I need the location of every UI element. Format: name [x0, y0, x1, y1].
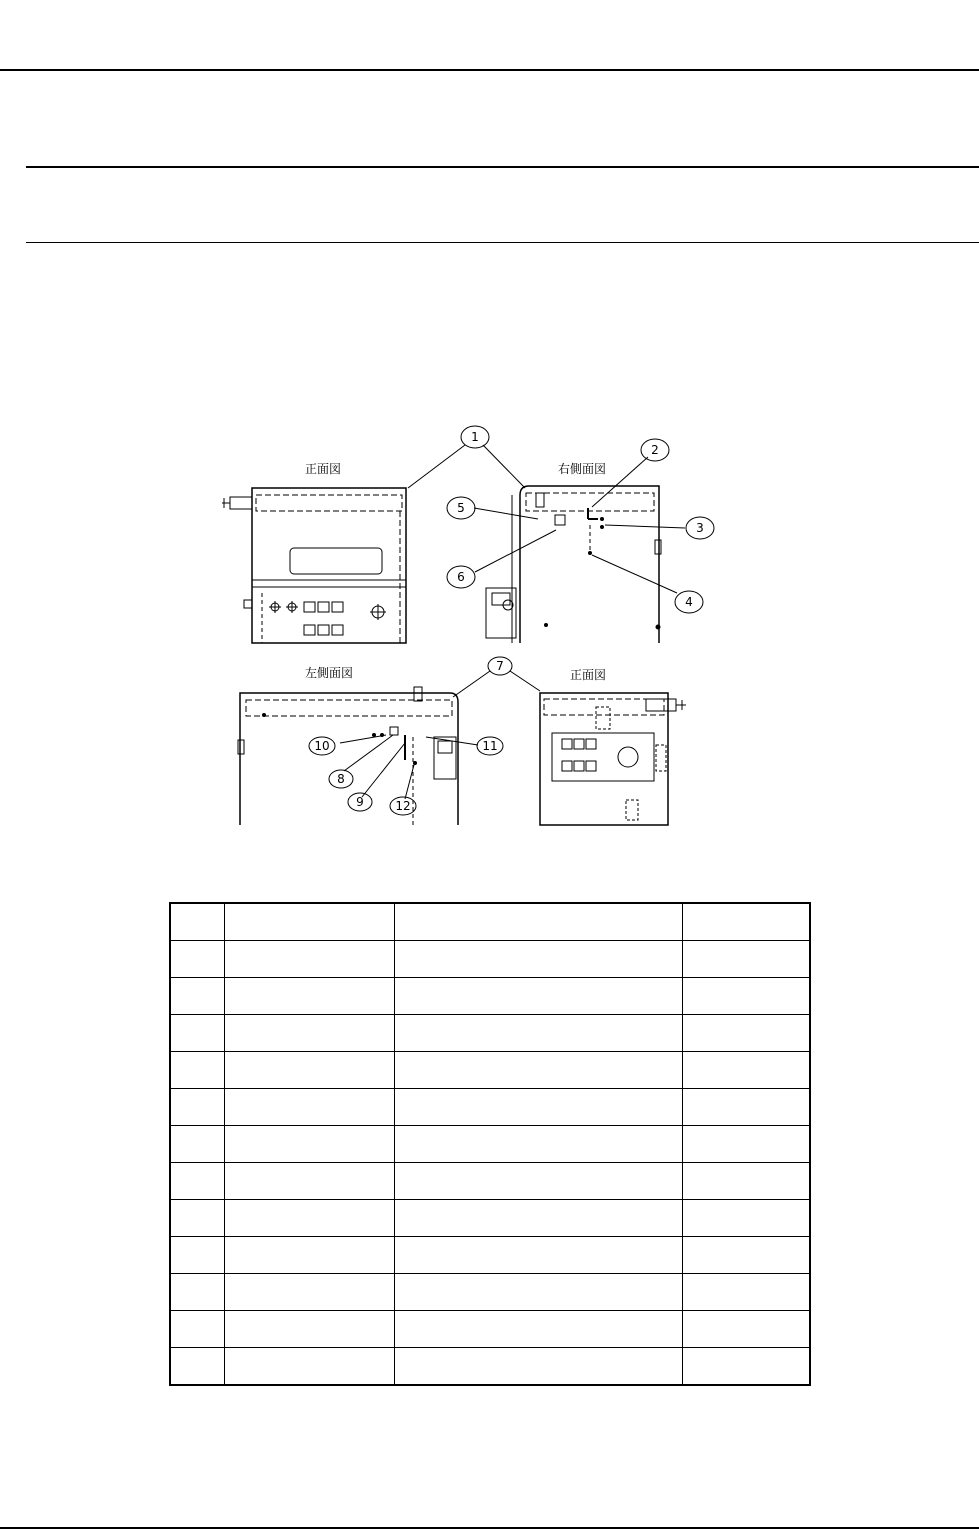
section-top-rule: [26, 166, 979, 168]
front-view-top: [222, 462, 406, 643]
table-cell: [224, 1200, 394, 1237]
table-row: [170, 903, 810, 941]
view-label-right-side: 右側面図: [558, 462, 607, 476]
table-cell: [394, 1311, 682, 1348]
table-row: [170, 1348, 810, 1386]
table-cell: [224, 1348, 394, 1386]
table-cell: [170, 1163, 224, 1200]
svg-text:5: 5: [457, 501, 465, 515]
table-cell: [170, 1237, 224, 1274]
callout-3: [686, 517, 714, 539]
section-bottom-rule: [26, 242, 979, 243]
svg-text:9: 9: [356, 795, 364, 809]
callout-11: [477, 737, 503, 755]
table-cell: [394, 1126, 682, 1163]
table-cell: [170, 1052, 224, 1089]
svg-text:12: 12: [395, 799, 411, 813]
callout-10: [309, 737, 335, 755]
view-label-front-top: 正面図: [305, 462, 342, 476]
table-cell: [682, 1163, 810, 1200]
table-cell: [682, 1311, 810, 1348]
table-cell: [224, 1311, 394, 1348]
table-cell: [224, 1274, 394, 1311]
table-cell: [394, 1015, 682, 1052]
equipment-drawing: [200, 415, 720, 835]
table-cell: [224, 1126, 394, 1163]
front-view-bottom: [540, 668, 686, 825]
table-cell: [170, 1126, 224, 1163]
table-cell: [394, 1163, 682, 1200]
table-cell: [170, 941, 224, 978]
table-cell: [224, 903, 394, 941]
svg-text:3: 3: [696, 521, 704, 535]
table-row: [170, 941, 810, 978]
table-cell: [394, 941, 682, 978]
table-row: [170, 1052, 810, 1089]
table-cell: [224, 1015, 394, 1052]
table-cell: [682, 941, 810, 978]
svg-text:4: 4: [685, 595, 693, 609]
table-cell: [170, 1200, 224, 1237]
table-row: [170, 1163, 810, 1200]
table-cell: [682, 1015, 810, 1052]
table-cell: [682, 1274, 810, 1311]
table-cell: [682, 978, 810, 1015]
table-cell: [394, 1052, 682, 1089]
parts-table-body: [170, 903, 810, 1385]
header-top-rule: [0, 69, 979, 71]
table-cell: [682, 1126, 810, 1163]
table-cell: [224, 1163, 394, 1200]
callout-5: [447, 497, 475, 519]
table-row: [170, 1015, 810, 1052]
callout-9: [348, 793, 372, 811]
callout-4: [675, 591, 703, 613]
svg-text:7: 7: [496, 659, 504, 673]
table-cell: [394, 1237, 682, 1274]
table-cell: [682, 903, 810, 941]
table-cell: [394, 1348, 682, 1386]
callout-7: [488, 657, 512, 675]
callout-12: [390, 797, 416, 815]
table-cell: [170, 1274, 224, 1311]
table-cell: [170, 1348, 224, 1386]
table-cell: [394, 978, 682, 1015]
callout-6: [447, 566, 475, 588]
svg-text:6: 6: [457, 570, 465, 584]
view-label-front-bottom: 正面図: [570, 668, 607, 682]
table-row: [170, 1237, 810, 1274]
table-cell: [224, 978, 394, 1015]
table-cell: [224, 1237, 394, 1274]
table-cell: [394, 903, 682, 941]
table-cell: [682, 1052, 810, 1089]
table-cell: [682, 1348, 810, 1386]
table-row: [170, 1126, 810, 1163]
table-row: [170, 978, 810, 1015]
table-cell: [170, 978, 224, 1015]
view-label-left-side: 左側面図: [305, 666, 354, 680]
callout-2: [641, 439, 669, 461]
table-row: [170, 1311, 810, 1348]
table-cell: [170, 1089, 224, 1126]
table-cell: [682, 1089, 810, 1126]
table-cell: [682, 1237, 810, 1274]
table-row: [170, 1200, 810, 1237]
table-cell: [394, 1089, 682, 1126]
svg-text:2: 2: [651, 443, 659, 457]
table-cell: [394, 1274, 682, 1311]
table-cell: [170, 1311, 224, 1348]
parts-table: [169, 902, 811, 1386]
footer-rule: [0, 1527, 979, 1529]
svg-text:11: 11: [482, 739, 498, 753]
svg-text:8: 8: [337, 772, 345, 786]
table-cell: [682, 1200, 810, 1237]
callout-1: [461, 426, 489, 448]
table-cell: [224, 1052, 394, 1089]
table-cell: [170, 1015, 224, 1052]
table-cell: [224, 941, 394, 978]
table-row: [170, 1089, 810, 1126]
svg-text:10: 10: [314, 739, 330, 753]
table-cell: [224, 1089, 394, 1126]
table-cell: [394, 1200, 682, 1237]
table-row: [170, 1274, 810, 1311]
table-cell: [170, 903, 224, 941]
callout-8: [329, 770, 353, 788]
svg-text:1: 1: [471, 430, 479, 444]
